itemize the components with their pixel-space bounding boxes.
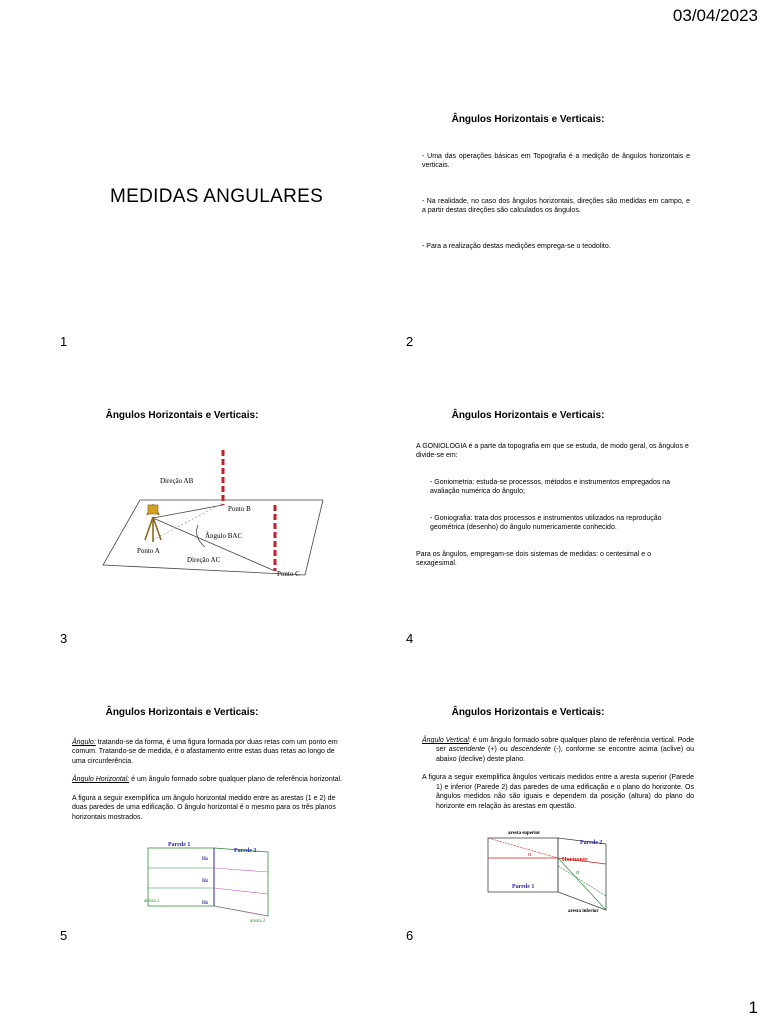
theodolite-head [148, 505, 158, 514]
slide5-number: 5 [60, 928, 68, 943]
label-hz-2: Hz [202, 879, 209, 884]
label-direcao-ac: Direção AC [187, 556, 221, 564]
label-alpha-2: α [576, 870, 580, 876]
slide3-theodolite-figure [95, 445, 325, 585]
angle-arc [197, 525, 205, 547]
lower-sight-line-2 [558, 866, 606, 896]
slide2-number: 2 [406, 334, 414, 349]
label-aresta-2: aresta 2 [250, 919, 266, 924]
print-date: 03/04/2023 [672, 6, 758, 25]
slide4-item-goniometria: - Goniometria: estuda-se processos, métodos e instrumentos empregados na avaliação numérica do ângulo; [430, 479, 671, 496]
slide3-title: Ângulos Horizontais e Verticais: [105, 410, 259, 421]
label-aresta-inferior: aresta inferior [568, 909, 599, 914]
slide6-vertical-angles-figure [482, 826, 614, 914]
label-direcao-ab: Direção AB [160, 477, 194, 485]
label-angulo-bac: Ângulo BAC [205, 532, 243, 540]
def-vertical-c: (-), conforme se encontre acima (aclive) ou abaixo (declive) deste plano. [436, 746, 695, 763]
label-aresta-1: aresta 1 [144, 899, 160, 904]
slide1-title: MEDIDAS ANGULARES [110, 186, 324, 207]
slide4-outro: Para os ângulos, empregam-se dois sistemas de medidas: o centesimal e o sexagesimal. [416, 551, 652, 568]
upper-sight-line [488, 838, 558, 858]
slide4-title: Ângulos Horizontais e Verticais: [451, 410, 605, 421]
label-ponto-b: Ponto B [228, 505, 251, 513]
hz-line-1 [214, 868, 268, 872]
slide4-intro: A GONIOLOGIA é a parte da topografia em que se estuda, de modo geral, os ângulos e divide-se em: [416, 443, 689, 460]
word-descendente: descendente [510, 746, 551, 754]
def-vertical-a: : é um ângulo formado sobre qualquer plano de referência vertical. Pode ser [436, 737, 694, 754]
slide5-paragraph-3: A figura a seguir exemplifica um ângulo horizontal medido entre as arestas (1 e 2) de duas paredes de uma edificação. O ângulo horizontal é o mesmo para os três planos horizontais mostrados. [72, 794, 336, 821]
slide6-text [422, 736, 694, 820]
word-ascendente: ascendente [448, 746, 485, 754]
slide2-bullet-1: - Uma das operações básicas em Topografia é a medição de ângulos horizontais e verticais. [422, 153, 690, 170]
label-alpha-1: α [528, 852, 532, 858]
slide1-number: 1 [60, 334, 68, 349]
label-parede-2: Parede 2 [234, 848, 257, 854]
term-angulo: Ângulo: [72, 739, 96, 746]
hz-line-2 [214, 888, 268, 894]
page-number: 1 [748, 998, 758, 1017]
hz-line-3 [214, 906, 268, 916]
slide2-bullet-3: - Para a realização destas medições emprega-se o teodolito. [422, 243, 611, 250]
slide2-bullet-2: - Na realidade, no caso dos ângulos horizontais, direções são medidas em campo, e a partir destas direções são calculados os ângulos. [422, 198, 690, 215]
slide5-title: Ângulos Horizontais e Verticais: [105, 707, 259, 718]
term-angulo-horizontal: Ângulo Horizontal: [72, 776, 130, 784]
slide6-paragraph-2: A figura a seguir exemplifica ângulos verticais medidos entre a aresta superior (Parede 1) e inferior (Parede 2) das paredes de uma edificação e o plano do horizonte. Os ângulos medidos não são iguais e dependem da posição (altura) do plano do horizonte em relação às arestas em questão. [422, 774, 694, 810]
parede2-outline [558, 838, 606, 910]
label-parede-1: Parede 1 [512, 884, 535, 890]
parede2-outline [214, 848, 268, 916]
slide3-number: 3 [60, 631, 68, 646]
label-horizonte: Horizonte [562, 857, 588, 863]
slide5-walls-figure [142, 838, 274, 924]
slide5-text [72, 738, 348, 831]
slide6-number: 6 [406, 928, 414, 943]
label-ponto-a: Ponto A [137, 547, 160, 555]
slide4-item-goniografia: - Goniografia: trata dos processos e instrumentos utilizados na reprodução geométrica (desenho) do ângulo numericamente conhecido. [430, 515, 662, 532]
def-angulo-horizontal: é um ângulo formado sobre qualquer plano de referência horizontal. [129, 776, 343, 784]
slide6-title: Ângulos Horizontais e Verticais: [451, 707, 605, 718]
label-hz-1: Hz [202, 857, 209, 862]
def-vertical-b: (+) ou [485, 746, 511, 754]
lower-sight-line-1 [558, 858, 606, 910]
label-parede-2: Parede 2 [580, 840, 603, 846]
label-aresta-superior: aresta superior [508, 831, 541, 836]
slide4-number: 4 [406, 631, 414, 646]
slide2-title: Ângulos Horizontais e Verticais: [451, 114, 605, 125]
term-angulo-vertical: Ângulo Vertical [422, 737, 469, 744]
direction-ab-line [153, 505, 223, 518]
label-ponto-c: Ponto C [277, 570, 300, 578]
def-angulo: tratando-se da forma, é uma figura formada por duas retas com um ponto em comum. Tratando-se de medida, é o afastamento entre estas duas retas ao longo de uma circunferência. [72, 739, 338, 765]
label-hz-3: Hz [202, 901, 209, 906]
label-parede-1: Parede 1 [168, 842, 191, 848]
